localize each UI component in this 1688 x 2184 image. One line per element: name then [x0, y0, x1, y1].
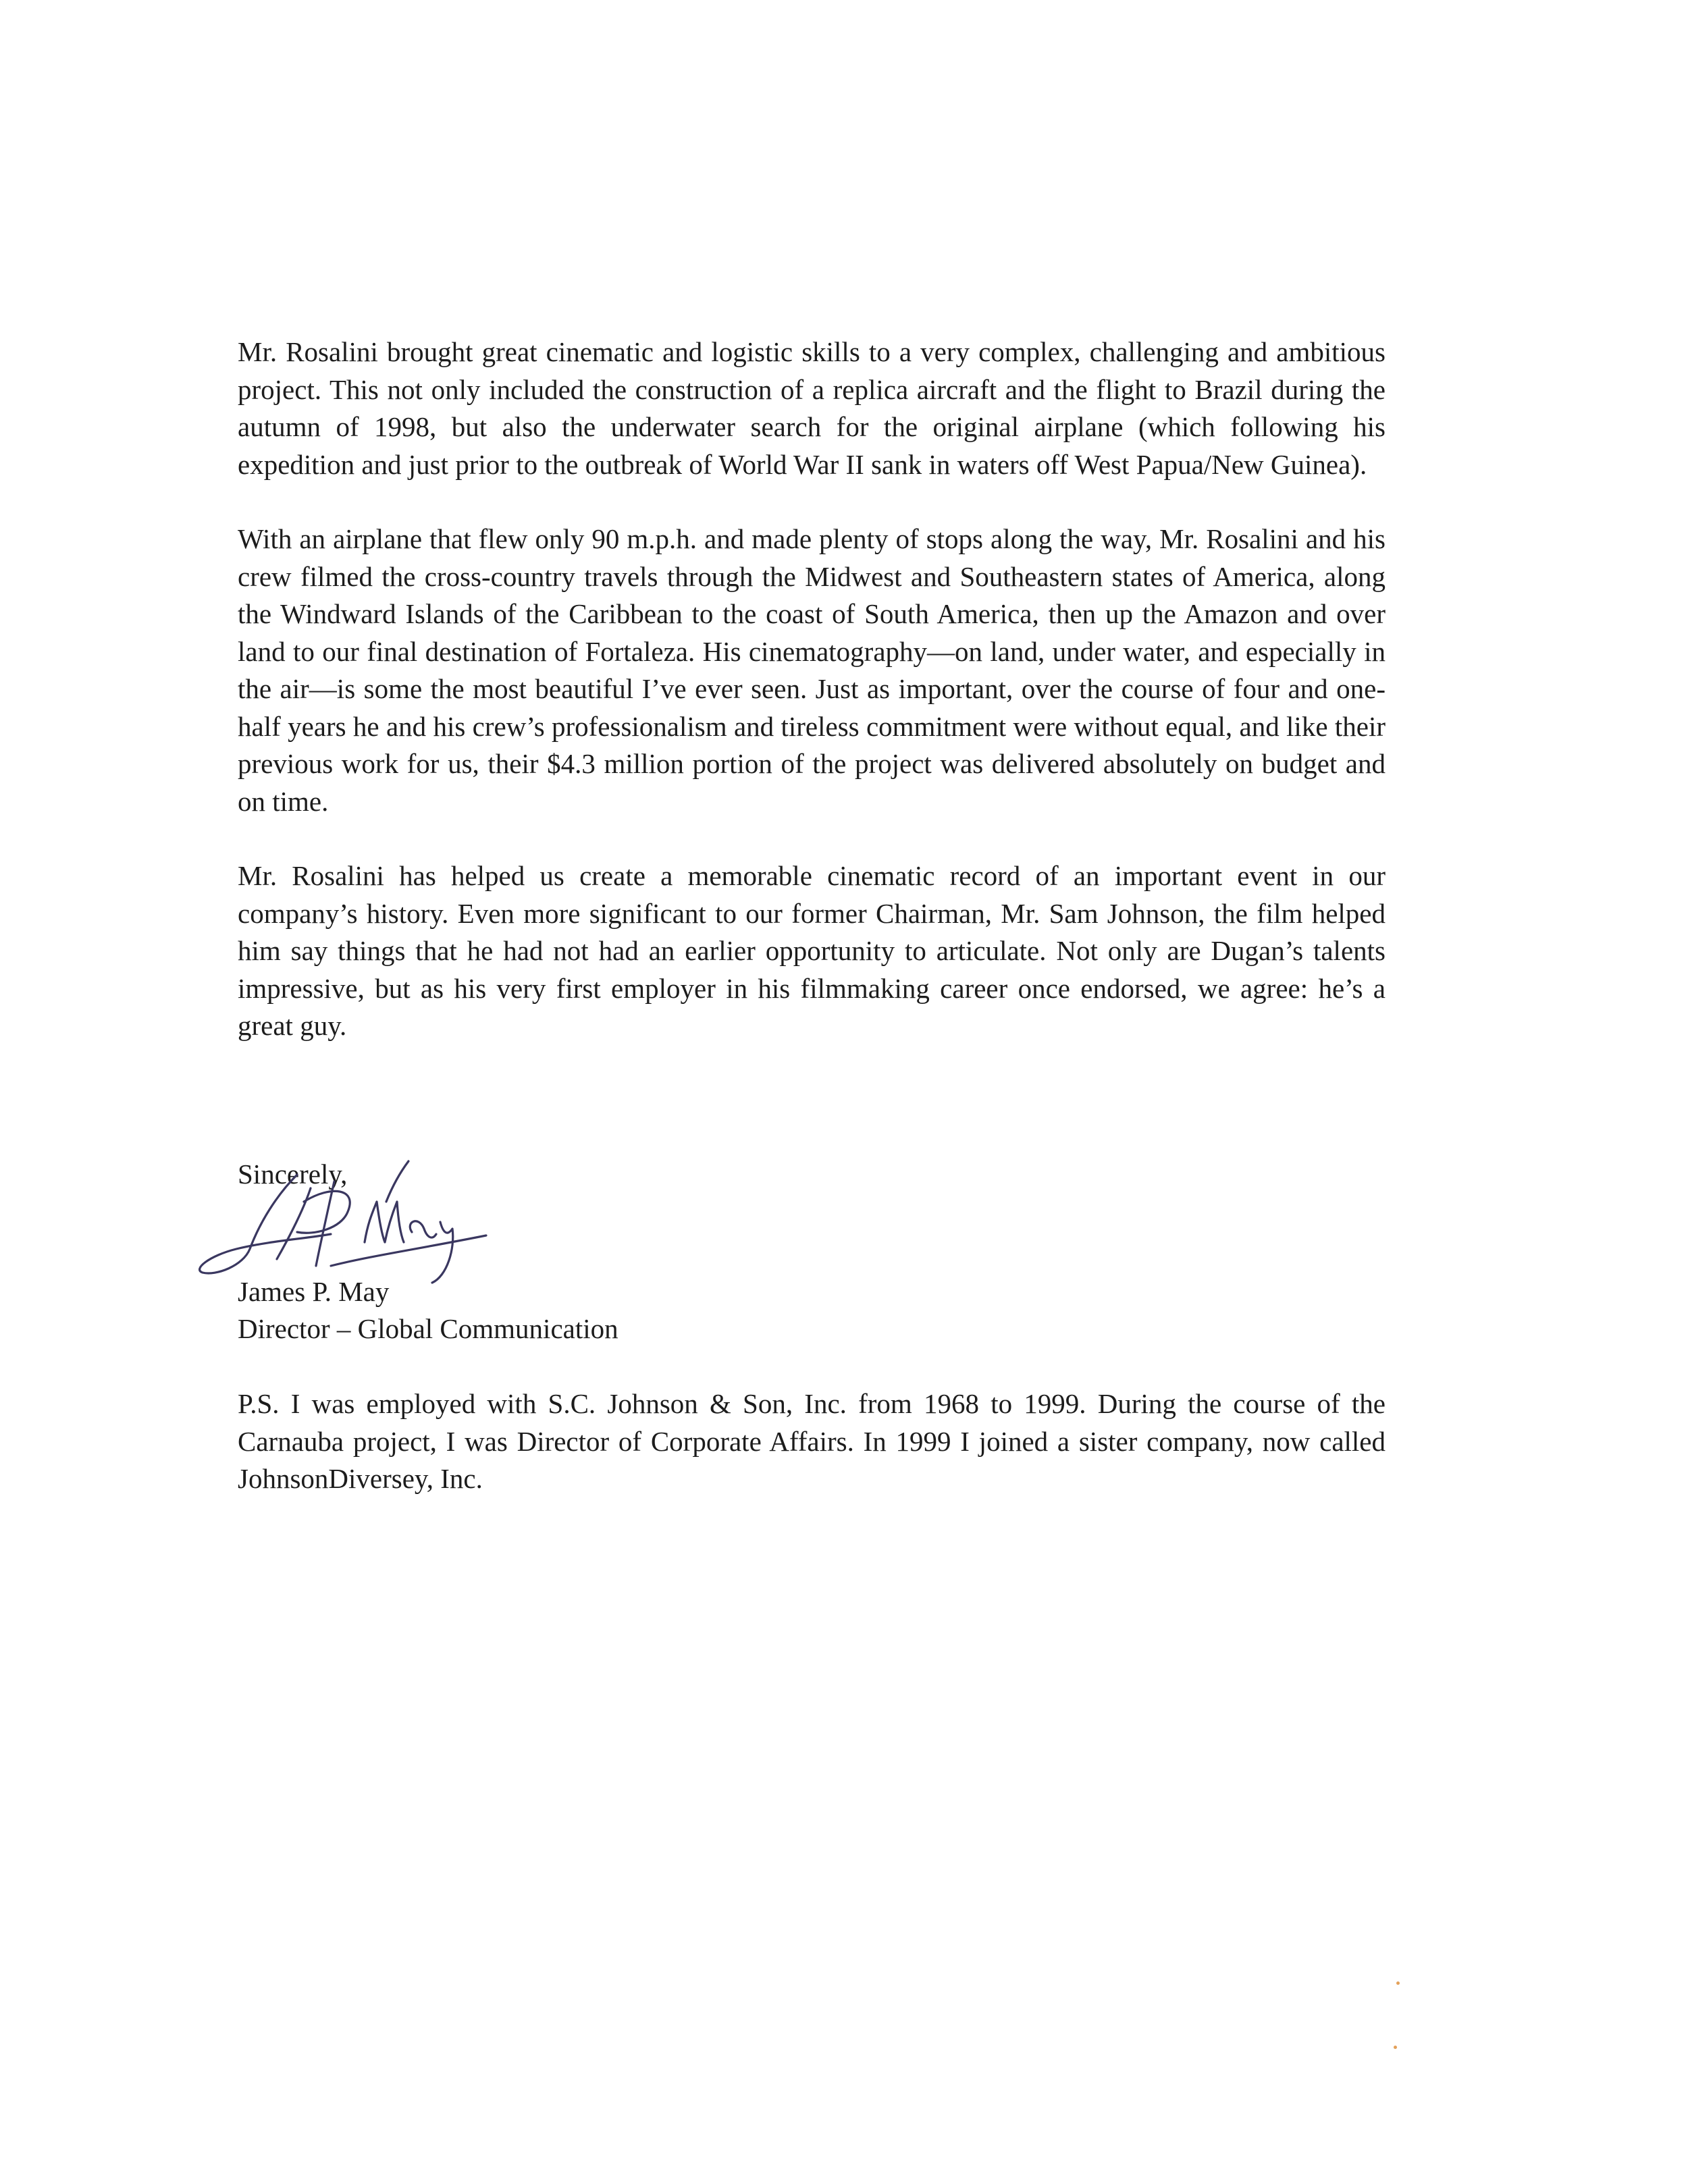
postscript: P.S. I was employed with S.C. Johnson & Son, Inc. from 1968 to 1999. During the course of the Carnauba project, I was Director of Corporate Affairs. In 1999 I joined a sister company, now called JohnsonDiversey, Inc.	[238, 1388, 1386, 1494]
paragraph-2: With an airplane that flew only 90 m.p.h. and made plenty of stops along the way, Mr. Rosalini and his crew filmed the cross-country travels through the Midwest and Southeastern states of America, along the Windward Islands of the Caribbean to the coast of South America, then up the Amazon and over land to our final destination of Fortaleza. His cinematography—on land, under water, and especially in the air—is some the most beautiful I’ve ever seen. Just as important, over the course of four and one-half years he and his crew’s professionalism and tireless commitment were without equal, and like their previous work for us, their $4.3 million portion of the project was delivered absolutely on budget and on time.	[238, 523, 1386, 817]
speck-mark	[1396, 1981, 1400, 1985]
paragraph-3: Mr. Rosalini has helped us create a memorable cinematic record of an important event in our company’s history. Even more significant to our former Chairman, Mr. Sam Johnson, the film helped him say things that he had not had an earlier opportunity to articulate. Not only are Dugan’s talents impressive, but as his very first employer in his filmmaking career once endorsed, we agree: he’s a great guy.	[238, 860, 1386, 1041]
letter-body	[238, 334, 1386, 1082]
signer-name: James P. May	[238, 1276, 390, 1307]
signer-title: Director – Global Communication	[238, 1313, 618, 1344]
handwritten-signature	[196, 1148, 513, 1303]
speck-mark	[1394, 2046, 1397, 2049]
closing-salutation: Sincerely,	[238, 1158, 348, 1190]
paragraph-1: Mr. Rosalini brought great cinematic and logistic skills to a very complex, challenging and ambitious project. This not only included the construction of a replica aircraft and the flight to Brazil during the autumn of 1998, but also the underwater search for the original airplane (which following his expedition and just prior to the outbreak of World War II sank in waters off West Papua/New Guinea).	[238, 336, 1386, 480]
